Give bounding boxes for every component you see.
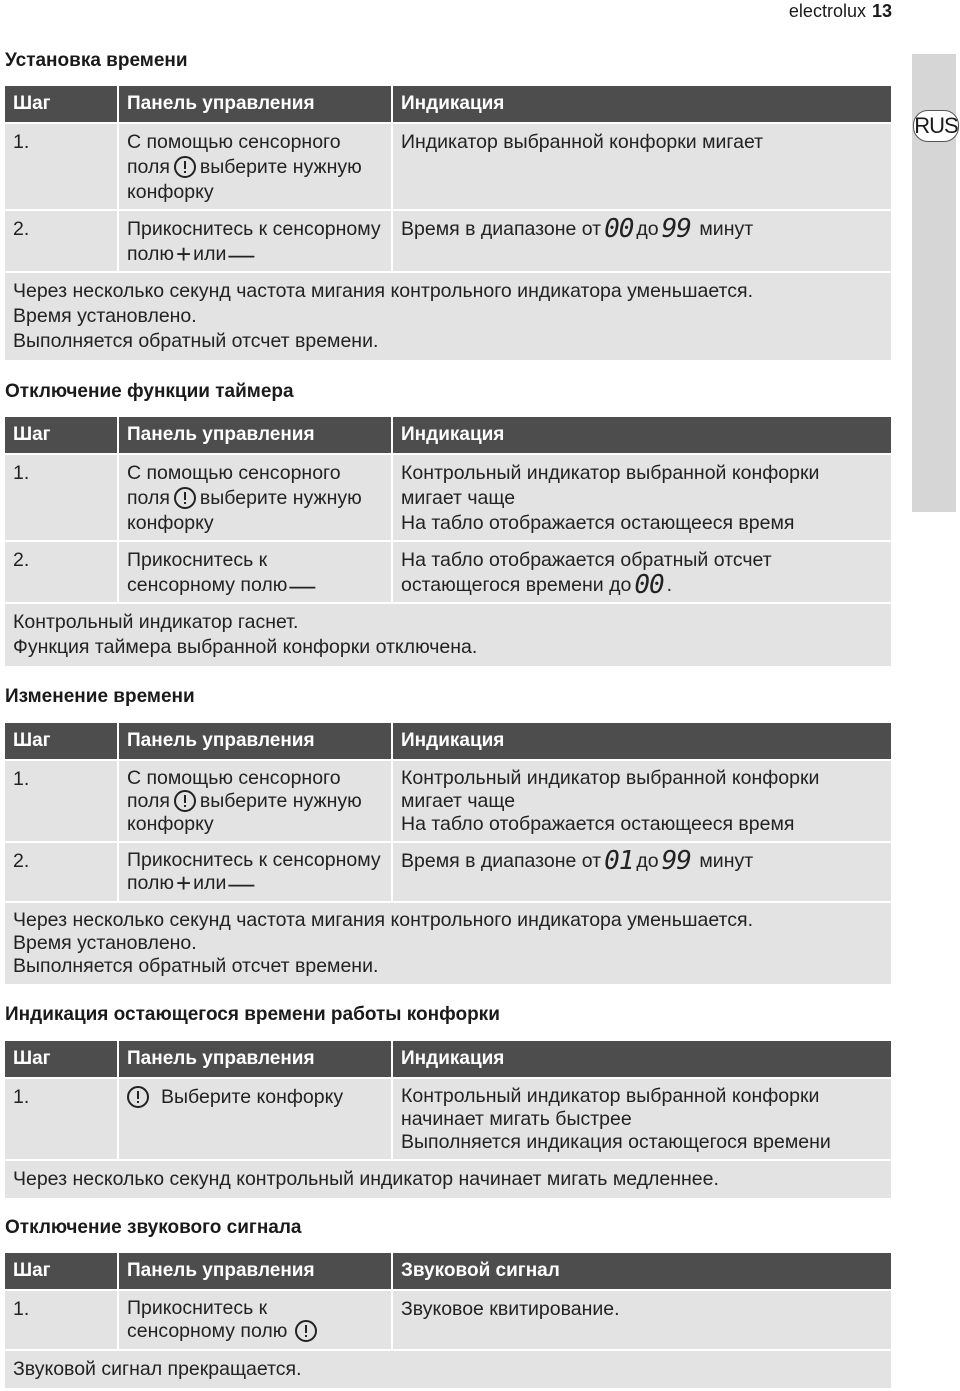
control-cell <box>119 211 391 271</box>
power-clock-icon <box>174 790 196 812</box>
step-cell: 1. <box>5 761 117 841</box>
indication-text: начинает мигать быстрее <box>401 1108 632 1130</box>
control-text: С помощью сенсорного <box>127 767 341 789</box>
control-text: полю <box>127 872 174 894</box>
col-header-step: Шаг <box>5 1253 117 1289</box>
col-header-step: Шаг <box>5 86 117 122</box>
power-clock-icon <box>127 1086 149 1108</box>
power-clock-icon <box>174 487 196 509</box>
segment-display-value: 99 <box>661 846 691 876</box>
note-text: Через несколько секунд контрольный индикатор начинает мигать медленнее. <box>13 1168 719 1190</box>
control-text: сенсорному полю <box>127 1320 288 1342</box>
table-row <box>5 761 891 841</box>
power-clock-icon <box>295 1320 317 1342</box>
note-text: Время установлено. <box>13 932 197 954</box>
minus-icon: — <box>289 570 316 600</box>
step-cell: 1. <box>5 455 117 540</box>
note-text: Контрольный индикатор гаснет. <box>13 611 299 633</box>
indication-cell <box>393 843 891 901</box>
step-cell: 1. <box>5 1291 117 1349</box>
indication-text: до <box>636 218 659 240</box>
indication-text: Контрольный индикатор выбранной конфорки <box>401 1085 820 1107</box>
table-row <box>5 1079 891 1159</box>
table-sound-off <box>3 1251 893 1390</box>
control-text: Прикоснитесь к <box>127 1297 268 1319</box>
table-header-row <box>5 723 891 759</box>
indication-text: мигает чаще <box>401 487 516 509</box>
control-cell <box>119 843 391 901</box>
note-row <box>5 604 891 666</box>
control-cell <box>119 761 391 841</box>
col-header-indication: Индикация <box>393 417 891 453</box>
note-cell <box>5 604 891 666</box>
control-text: Прикоснитесь к сенсорному <box>127 849 381 871</box>
note-text: Время установлено. <box>13 305 197 327</box>
table-header-row <box>5 1253 891 1289</box>
col-header-signal: Звуковой сигнал <box>393 1253 891 1289</box>
control-text: сенсорному полю <box>127 574 288 596</box>
minus-icon: — <box>228 239 255 269</box>
language-badge: RUS <box>913 110 959 142</box>
note-text: Через несколько секунд частота мигания контрольного индикатора уменьшается. <box>13 909 753 931</box>
table-row <box>5 124 891 209</box>
table-row <box>5 1291 891 1349</box>
control-text: или <box>193 243 227 265</box>
table-row <box>5 455 891 540</box>
col-header-control: Панель управления <box>119 86 391 122</box>
minus-icon: — <box>228 868 255 898</box>
indication-text: Контрольный индикатор выбранной конфорки <box>401 462 820 484</box>
control-text: поля <box>127 156 170 178</box>
table-timer-off <box>3 415 893 668</box>
indication-text: Время в диапазоне от <box>401 218 602 240</box>
col-header-control: Панель управления <box>119 723 391 759</box>
page-number: 13 <box>871 1 892 21</box>
control-text: или <box>193 872 227 894</box>
note-row <box>5 1351 891 1388</box>
col-header-step: Шаг <box>5 1041 117 1077</box>
control-text: выберите нужную <box>199 156 362 178</box>
indication-text: мигает чаще <box>401 790 516 812</box>
control-text: С помощью сенсорного <box>127 462 341 484</box>
control-cell <box>119 1079 391 1159</box>
indication-cell: Звуковое квитирование. <box>393 1291 891 1349</box>
step-cell: 2. <box>5 542 117 602</box>
table-row <box>5 843 891 901</box>
note-text: Выполняется обратный отсчет времени. <box>13 955 379 977</box>
section-title-timer-off: Отключение функции таймера <box>5 381 294 402</box>
control-text: выберите нужную <box>199 487 362 509</box>
step-cell: 1. <box>5 1079 117 1159</box>
indication-cell <box>393 542 891 602</box>
note-row <box>5 1161 891 1198</box>
indication-cell <box>393 455 891 540</box>
col-header-control: Панель управления <box>119 1041 391 1077</box>
page-header <box>789 0 892 22</box>
control-text: Выберите конфорку <box>161 1086 344 1108</box>
note-row <box>5 273 891 360</box>
section-title-sound-off: Отключение звукового сигнала <box>5 1217 302 1238</box>
indication-text: минут <box>699 218 754 240</box>
control-cell <box>119 124 391 209</box>
control-text: Прикоснитесь к <box>127 549 268 571</box>
step-cell: 1. <box>5 124 117 209</box>
indication-text: Выполняется индикация остающегося времени <box>401 1131 831 1153</box>
power-clock-icon <box>174 156 196 178</box>
indication-text: остающегося времени до <box>401 574 632 596</box>
table-header-row <box>5 86 891 122</box>
control-cell <box>119 542 391 602</box>
col-header-indication: Индикация <box>393 723 891 759</box>
control-text: Прикоснитесь к сенсорному <box>127 218 381 240</box>
col-header-step: Шаг <box>5 723 117 759</box>
control-text: полю <box>127 243 174 265</box>
col-header-control: Панель управления <box>119 417 391 453</box>
note-cell <box>5 1161 891 1198</box>
brand-name: electrolux <box>788 1 866 21</box>
plus-icon: + <box>175 239 192 269</box>
note-text: Выполняется обратный отсчет времени. <box>13 330 379 352</box>
control-text: конфорку <box>127 181 214 203</box>
note-cell <box>5 273 891 360</box>
control-text: поля <box>127 487 170 509</box>
note-row <box>5 903 891 984</box>
col-header-step: Шаг <box>5 417 117 453</box>
table-header-row <box>5 417 891 453</box>
col-header-indication: Индикация <box>393 1041 891 1077</box>
plus-icon: + <box>175 868 192 898</box>
indication-cell <box>393 1079 891 1159</box>
note-cell <box>5 903 891 984</box>
indication-text: до <box>636 850 659 872</box>
indication-text: На табло отображается остающееся время <box>401 813 795 835</box>
control-text: конфорку <box>127 512 214 534</box>
indication-text: Время в диапазоне от <box>401 850 602 872</box>
control-text: поля <box>127 790 170 812</box>
control-text: выберите нужную <box>199 790 362 812</box>
table-row <box>5 211 891 271</box>
step-cell: 2. <box>5 843 117 901</box>
note-text: Функция таймера выбранной конфорки отключена. <box>13 636 478 658</box>
indication-cell <box>393 761 891 841</box>
indication-cell: Индикатор выбранной конфорки мигает <box>393 124 891 209</box>
section-title-change-time: Изменение времени <box>5 686 195 707</box>
section-title-set-time: Установка времени <box>5 50 188 71</box>
table-row <box>5 542 891 602</box>
section-title-remaining-time: Индикация остающегося времени работы конфорки <box>5 1004 500 1025</box>
control-cell <box>119 1291 391 1349</box>
table-set-time <box>3 84 893 362</box>
segment-display-value: 01 <box>604 846 634 876</box>
table-header-row <box>5 1041 891 1077</box>
segment-display-value: 99 <box>661 214 691 244</box>
indication-text: минут <box>699 850 754 872</box>
note-text: Через несколько секунд частота мигания контрольного индикатора уменьшается. <box>13 280 753 302</box>
step-cell: 2. <box>5 211 117 271</box>
control-cell <box>119 455 391 540</box>
col-header-indication: Индикация <box>393 86 891 122</box>
segment-display-value: 00 <box>634 570 664 600</box>
indication-text: Контрольный индикатор выбранной конфорки <box>401 767 820 789</box>
indication-text: На табло отображается остающееся время <box>401 512 795 534</box>
note-text: Звуковой сигнал прекращается. <box>13 1358 302 1380</box>
table-change-time <box>3 721 893 986</box>
control-text: С помощью сенсорного <box>127 131 341 153</box>
indication-cell <box>393 211 891 271</box>
indication-text: На табло отображается обратный отсчет <box>401 549 772 571</box>
col-header-control: Панель управления <box>119 1253 391 1289</box>
note-cell <box>5 1351 891 1388</box>
table-remaining-time <box>3 1039 893 1200</box>
control-text: конфорку <box>127 813 214 835</box>
indication-text: . <box>666 574 673 596</box>
segment-display-value: 00 <box>604 214 634 244</box>
